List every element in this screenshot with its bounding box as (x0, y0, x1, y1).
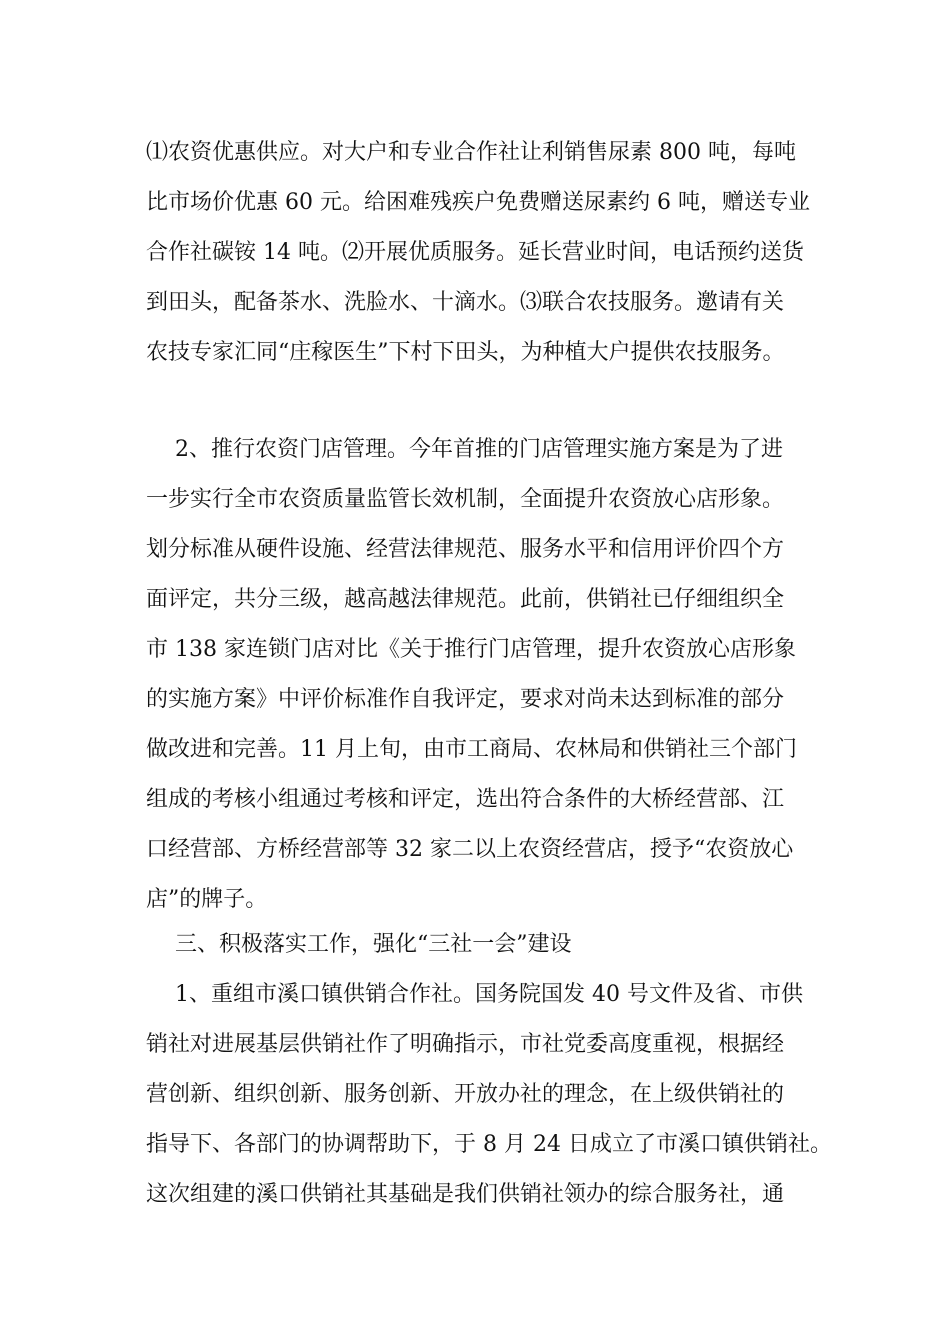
text-line: 划分标准从硬件设施、经营法律规范、服务水平和信用评价四个方 (146, 537, 785, 562)
text-line: 面评定，共分三级，越高越法律规范。此前，供销社已仔细组织全 (146, 587, 785, 612)
paragraph-agri-supply-services (146, 128, 826, 378)
text-line: 销社对进展基层供销社作了明确指示，市社党委高度重视，根据经 (146, 1032, 785, 1057)
text-line: 店”的牌子。 (146, 887, 268, 912)
text-line: 一步实行全市农资质量监管长效机制，全面提升农资放心店形象。 (146, 487, 785, 512)
text-line: 1、重组市溪口镇供销合作社。国务院国发 40 号文件及省、市供 (146, 982, 803, 1007)
text-line: 的实施方案》中评价标准作自我评定，要求对尚未达到标准的部分 (146, 687, 785, 712)
text-line: 这次组建的溪口供销社其基础是我们供销社领办的综合服务社，通 (146, 1182, 785, 1207)
text-line: 组成的考核小组通过考核和评定，选出符合条件的大桥经营部、江 (146, 787, 785, 812)
text-line: 指导下、各部门的协调帮助下，于 8 月 24 日成立了市溪口镇供销社。 (146, 1132, 832, 1157)
text-line: 做改进和完善。11 月上旬，由市工商局、农林局和供销社三个部门 (146, 737, 797, 762)
text-line: 到田头，配备茶水、洗脸水、十滴水。⑶联合农技服务。邀请有关 (146, 290, 785, 315)
text-line: 比市场价优惠 60 元。给困难残疾户免费赠送尿素约 6 吨，赠送专业 (146, 190, 810, 215)
text-line: 2、推行农资门店管理。今年首推的门店管理实施方案是为了进 (146, 437, 783, 462)
text-line: 口经营部、方桥经营部等 32 家二以上农资经营店，授予“农资放心 (146, 837, 794, 862)
section-heading: 三、积极落实工作，强化“三社一会”建设 (146, 932, 572, 957)
text-line: 合作社碳铵 14 吨。⑵开展优质服务。延长营业时间，电话预约送货 (146, 240, 804, 265)
text-line: 市 138 家连锁门店对比《关于推行门店管理，提升农资放心店形象 (146, 637, 796, 662)
paragraph-store-management (146, 425, 826, 925)
text-line: ⑴农资优惠供应。对大户和专业合作社让利销售尿素 800 吨，每吨 (146, 140, 796, 165)
text-line: 农技专家汇同“庄稼医生”下村下田头，为种植大户提供农技服务。 (146, 340, 785, 365)
text-line: 营创新、组织创新、服务创新、开放办社的理念，在上级供销社的 (146, 1082, 785, 1107)
section-three-societies-one-association (146, 920, 832, 1220)
